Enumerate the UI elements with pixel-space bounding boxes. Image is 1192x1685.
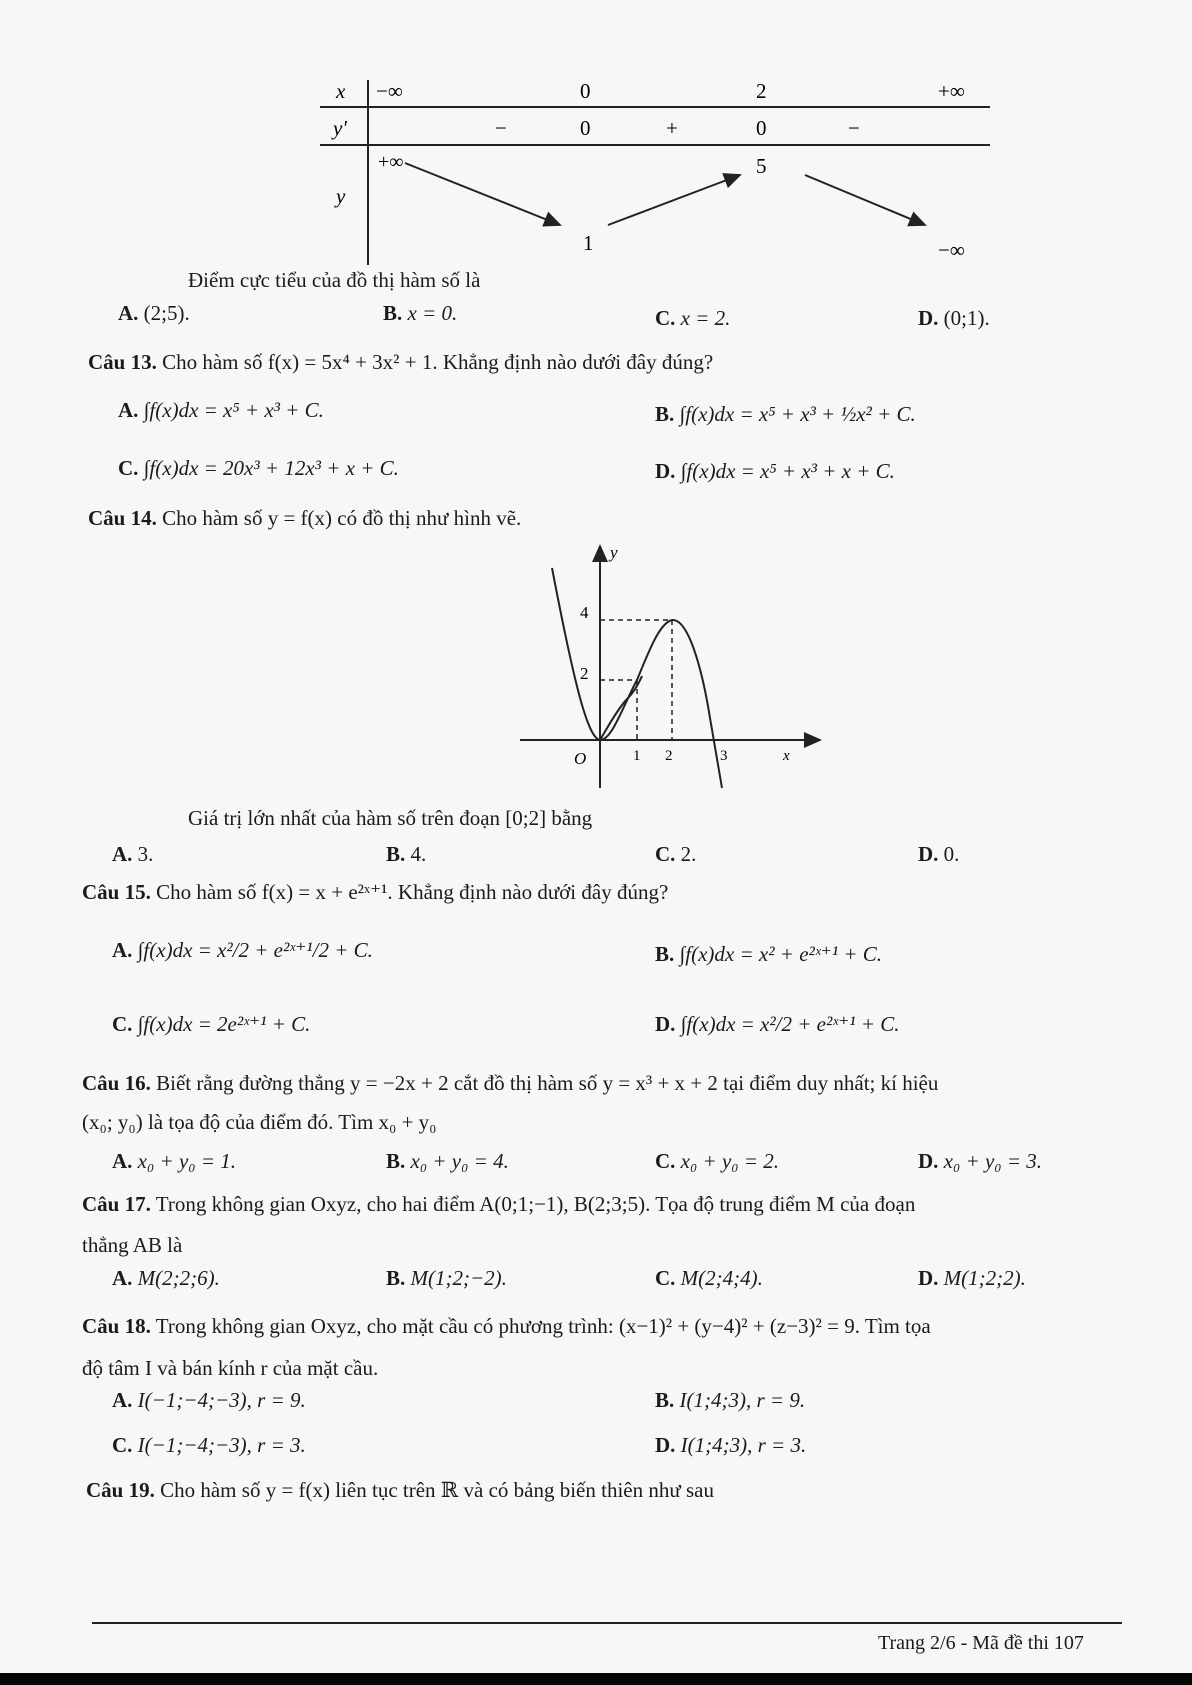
q16-option-d: D. x₀ + y₀ = 3. — [918, 1149, 1043, 1173]
scan-edge — [0, 1673, 1192, 1685]
x-tick-2: 2 — [665, 748, 673, 764]
q18-option-c: C. I(−1;−4;−3), r = 3. — [112, 1433, 306, 1457]
q17-option-c: C. M(2;4;4). — [655, 1266, 763, 1290]
q12-option-d: D. (0;1). — [918, 306, 990, 330]
q12-prompt: Điểm cực tiểu của đồ thị hàm số là — [188, 268, 481, 292]
q18-option-a: A. I(−1;−4;−3), r = 9. — [112, 1388, 306, 1412]
arrow-decrease-1 — [405, 163, 560, 225]
q13-option-a: A. ∫f(x)dx = x⁵ + x³ + C. — [118, 398, 324, 422]
y-row-label: y — [336, 184, 346, 208]
y-value-1: 1 — [583, 231, 594, 255]
q16-stem-line2: (x₀; y₀) là tọa độ của điểm đó. Tìm x₀ + y₀ — [82, 1110, 437, 1134]
q15-option-c: C. ∫f(x)dx = 2e²ˣ⁺¹ + C. — [112, 1012, 311, 1036]
q16-option-c: C. x₀ + y₀ = 2. — [655, 1149, 780, 1173]
q13-stem: Câu 13. Cho hàm số f(x) = 5x⁴ + 3x² + 1. Khẳng định nào dưới đây đúng? — [88, 350, 714, 374]
q14-option-a: A. 3. — [112, 842, 154, 866]
origin-label: O — [574, 749, 587, 768]
q17-option-a: A. M(2;2;6). — [112, 1266, 220, 1290]
q13-option-c: C. ∫f(x)dx = 20x³ + 12x³ + x + C. — [118, 456, 399, 480]
yprime-zero-1: 0 — [580, 116, 591, 140]
q17-stem-line2: thẳng AB là — [82, 1233, 183, 1257]
yprime-row-label: y′ — [333, 116, 347, 140]
arrow-increase — [608, 175, 740, 225]
yprime-sign-3: − — [848, 116, 860, 140]
variation-table-q12 — [300, 75, 1000, 275]
x-tick-3: 3 — [720, 748, 728, 764]
y-axis-label: y — [610, 543, 618, 562]
q18-option-b: B. I(1;4;3), r = 9. — [655, 1388, 806, 1412]
y-value-neg-inf: −∞ — [938, 238, 965, 262]
q14-graph — [510, 538, 830, 796]
q14-option-b: B. 4. — [386, 842, 427, 866]
q17-option-d: D. M(1;2;2). — [918, 1266, 1026, 1290]
q18-stem-line1: Câu 18. Trong không gian Oxyz, cho mặt cầu có phương trình: (x−1)² + (y−4)² + (z−3)² = 9. Tìm tọa — [82, 1314, 931, 1338]
q14-prompt: Giá trị lớn nhất của hàm số trên đoạn [0;2] bằng — [188, 806, 593, 830]
yprime-sign-2: + — [666, 116, 678, 140]
yprime-zero-2: 0 — [756, 116, 767, 140]
x-value-2: 2 — [756, 79, 767, 103]
q14-option-d: D. 0. — [918, 842, 960, 866]
q15-option-b: B. ∫f(x)dx = x² + e²ˣ⁺¹ + C. — [655, 942, 883, 966]
q18-option-d: D. I(1;4;3), r = 3. — [655, 1433, 807, 1457]
q14-option-c: C. 2. — [655, 842, 697, 866]
x-row-label: x — [336, 79, 346, 103]
x-tick-1: 1 — [633, 748, 641, 764]
q13-option-b: B. ∫f(x)dx = x⁵ + x³ + ½x² + C. — [655, 402, 916, 426]
q12-option-c: C. x = 2. — [655, 306, 731, 330]
x-value-neg-inf: −∞ — [376, 79, 403, 103]
curve-branch — [600, 676, 642, 740]
y-value-5: 5 — [756, 154, 767, 178]
q12-option-b: B. x = 0. — [383, 301, 458, 325]
x-value-0: 0 — [580, 79, 591, 103]
y-tick-4: 4 — [580, 603, 589, 622]
q16-option-b: B. x₀ + y₀ = 4. — [386, 1149, 509, 1173]
q19-stem: Câu 19. Cho hàm số y = f(x) liên tục trên ℝ và có bảng biến thiên như sau — [86, 1478, 714, 1502]
q17-option-b: B. M(1;2;−2). — [386, 1266, 507, 1290]
y-tick-2: 2 — [580, 664, 589, 683]
y-value-pos-inf: +∞ — [378, 151, 404, 173]
x-axis-label: x — [783, 748, 790, 764]
q13-option-d: D. ∫f(x)dx = x⁵ + x³ + x + C. — [655, 459, 895, 483]
page-footer: Trang 2/6 - Mã đề thi 107 — [878, 1632, 1084, 1654]
q16-stem-line1: Câu 16. Biết rằng đường thẳng y = −2x + 2 cắt đồ thị hàm số y = x³ + x + 2 tại điểm duy nhất; kí hiệu — [82, 1071, 939, 1095]
x-value-pos-inf: +∞ — [938, 79, 965, 103]
q16-option-a: A. x₀ + y₀ = 1. — [112, 1149, 237, 1173]
q17-stem-line1: Câu 17. Trong không gian Oxyz, cho hai điểm A(0;1;−1), B(2;3;5). Tọa độ trung điểm M của đoạn — [82, 1192, 916, 1216]
arrow-decrease-2 — [805, 175, 925, 225]
q18-stem-line2: độ tâm I và bán kính r của mặt cầu. — [82, 1356, 379, 1380]
footer-rule — [92, 1622, 1122, 1624]
yprime-sign-1: − — [495, 116, 507, 140]
q15-stem: Câu 15. Cho hàm số f(x) = x + e²ˣ⁺¹. Khẳng định nào dưới đây đúng? — [82, 880, 669, 904]
q14-stem: Câu 14. Cho hàm số y = f(x) có đồ thị như hình vẽ. — [88, 506, 522, 530]
q15-option-a: A. ∫f(x)dx = x²/2 + e²ˣ⁺¹/2 + C. — [112, 938, 373, 962]
q12-option-a: A. (2;5). — [118, 301, 190, 325]
q15-option-d: D. ∫f(x)dx = x²/2 + e²ˣ⁺¹ + C. — [655, 1012, 900, 1036]
